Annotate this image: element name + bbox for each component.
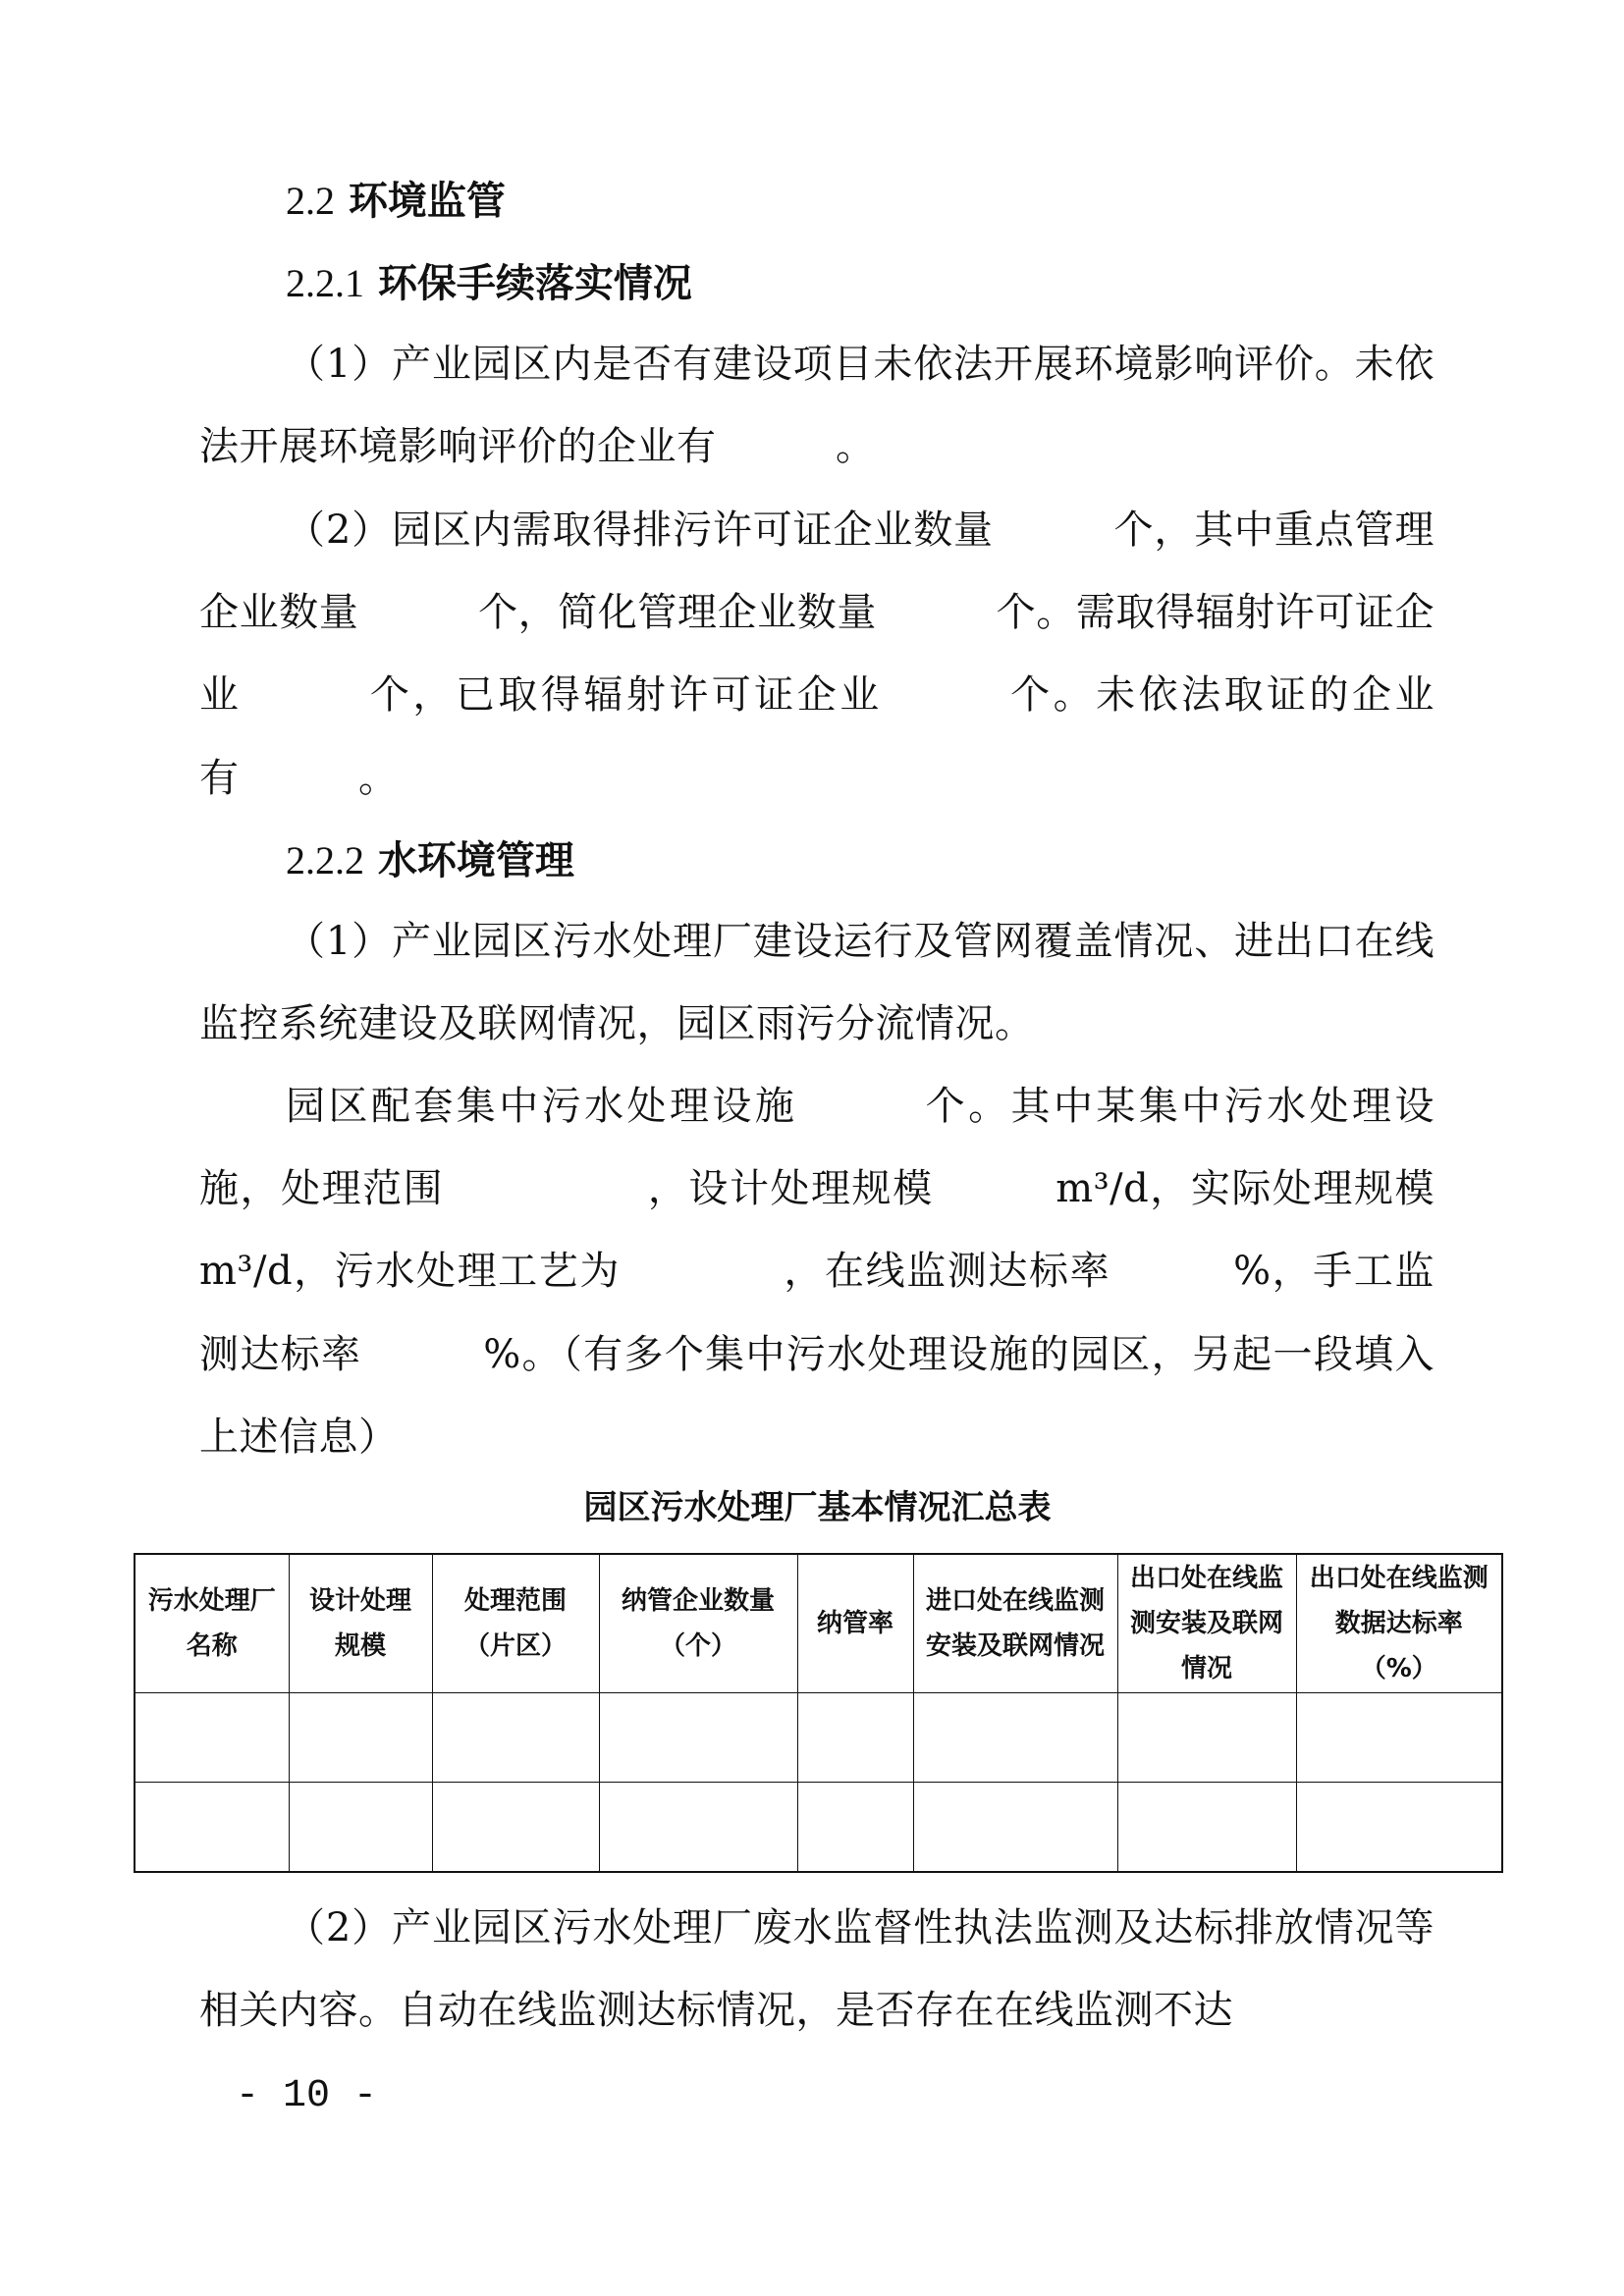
table-cell	[599, 1693, 797, 1783]
table-cell	[797, 1783, 913, 1873]
table-cell	[913, 1783, 1117, 1873]
heading-2-2	[286, 173, 506, 230]
paragraph-wastewater-plant: （1）产业园区污水处理厂建设运行及管网覆盖情况、进出口在线监控系统建设及联网情况，园区雨污分流情况。	[199, 919, 1435, 1047]
heading-number: 2.2.1	[286, 261, 364, 305]
table-cell	[913, 1693, 1117, 1783]
table-cell	[599, 1783, 797, 1873]
heading-title: 水环境管理	[377, 838, 574, 883]
heading-number: 2.2	[286, 179, 335, 223]
column-header-outlet-monitoring: 出口处在线监测安装及联网情况	[1117, 1554, 1296, 1693]
heading-title: 环保手续落实情况	[377, 261, 692, 306]
table-cell	[1117, 1693, 1296, 1783]
column-header-plant-name: 污水处理厂名称	[135, 1554, 289, 1693]
paragraph-treatment-facility: 园区配套集中污水处理设施 个。其中某集中污水处理设施，处理范围 ，设计处理规模 m³/d，实际处理规模 m³/d，污水处理工艺为 ，在线监测达标率 %，手工监测达标率 %。（有多个集中污水处理设施的园区，另起一段填入上述信息）	[199, 1084, 1554, 1460]
paragraph-eia: （1）产业园区内是否有建设项目未依法开展环境影响评价。未依法开展环境影响评价的企业有 。	[199, 342, 1435, 470]
table-cell	[289, 1693, 432, 1783]
table-cell	[1296, 1693, 1502, 1783]
table-cell	[797, 1693, 913, 1783]
table-cell	[135, 1783, 289, 1873]
column-header-connected-enterprises: 纳管企业数量（个）	[599, 1554, 797, 1693]
table-cell	[1117, 1783, 1296, 1873]
table-cell	[289, 1783, 432, 1873]
column-header-inlet-monitoring: 进口处在线监测安装及联网情况	[913, 1554, 1117, 1693]
table-row	[135, 1783, 1502, 1873]
column-header-design-capacity: 设计处理规模	[289, 1554, 432, 1693]
column-header-service-area: 处理范围（片区）	[432, 1554, 599, 1693]
paragraph-permits: （2）园区内需取得排污许可证企业数量 个，其中重点管理企业数量 个，简化管理企业数量 个。需取得辐射许可证企业 个，已取得辐射许可证企业 个。未依法取证的企业有 。	[199, 507, 1435, 801]
table-cell	[1296, 1783, 1502, 1873]
heading-2-2-1	[286, 255, 692, 312]
heading-number: 2.2.2	[286, 838, 364, 882]
table-cell	[135, 1693, 289, 1783]
column-header-connection-rate: 纳管率	[797, 1554, 913, 1693]
table-cell	[432, 1693, 599, 1783]
column-header-outlet-compliance-rate: 出口处在线监测数据达标率（%）	[1296, 1554, 1502, 1693]
table-header-row	[135, 1554, 1502, 1693]
wastewater-plant-summary-table	[134, 1553, 1503, 1873]
page-number: - 10 -	[236, 2074, 378, 2118]
table-row	[135, 1693, 1502, 1783]
table-cell	[432, 1783, 599, 1873]
table-caption: 园区污水处理厂基本情况汇总表	[583, 1488, 1052, 1527]
heading-title: 环境监管	[348, 179, 506, 224]
paragraph-monitoring-compliance: （2）产业园区污水处理厂废水监督性执法监测及达标排放情况等相关内容。自动在线监测达标情况，是否存在在线监测不达	[199, 1905, 1435, 2034]
heading-2-2-2	[286, 832, 574, 889]
